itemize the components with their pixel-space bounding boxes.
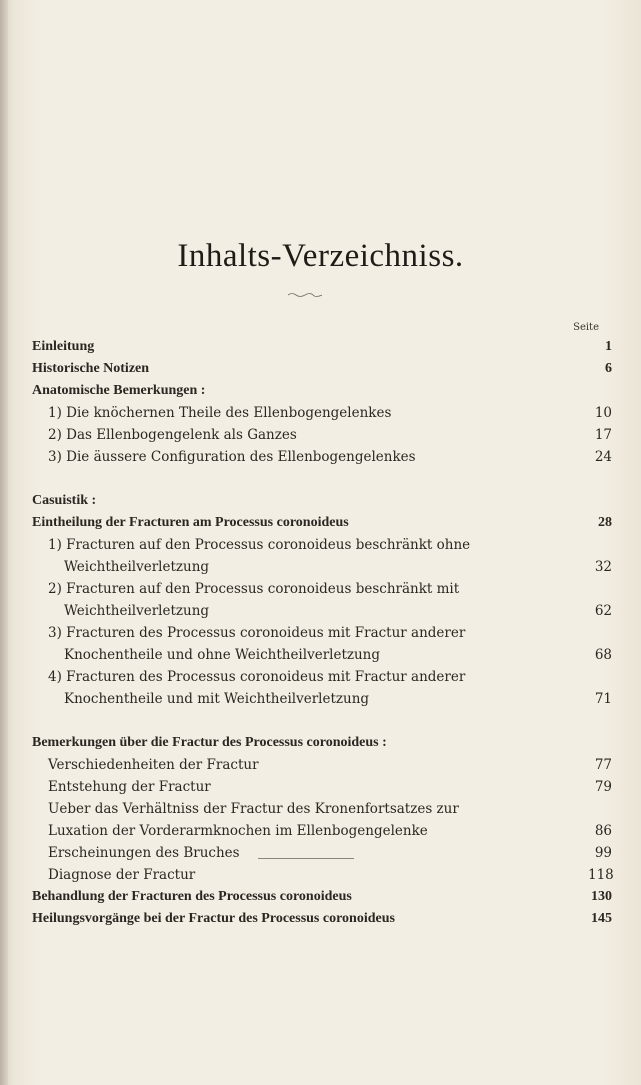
toc-entry <box>32 446 612 468</box>
toc-entry-page: 77 <box>594 757 612 773</box>
toc-entry-page: 99 <box>594 845 612 861</box>
title-ornament <box>288 292 322 298</box>
toc-entry-label: Casuistik : <box>32 493 97 508</box>
toc-entry <box>32 358 612 380</box>
toc-entry-label: Anatomische Bemerkungen : <box>32 383 206 398</box>
toc-entry <box>32 512 612 534</box>
toc-entry-page: 71 <box>594 691 612 707</box>
toc-entry-page: 118 <box>588 867 614 883</box>
toc-entry-label: 3) Die äussere Configuration des Ellenbogengelenkes <box>48 449 416 465</box>
toc-entry-label: Bemerkungen über die Fractur des Processus coronoideus : <box>32 735 387 750</box>
page-column-header: Seite <box>573 322 599 333</box>
toc-entry <box>32 380 612 402</box>
toc-entry <box>32 490 612 512</box>
toc-entry-page: 17 <box>594 427 612 443</box>
page-title: Inhalts-Verzeichniss. <box>177 238 464 274</box>
toc-entry-page: 1 <box>605 339 612 354</box>
toc-entry <box>32 776 612 798</box>
closing-rule <box>258 858 354 859</box>
toc-entry-label: 3) Fracturen des Processus coronoideus mit Fractur anderer <box>48 625 466 641</box>
toc-entry <box>32 732 612 754</box>
toc-entry-page: 145 <box>591 911 612 926</box>
toc-entry-label: Eintheilung der Fracturen am Processus coronoideus <box>32 515 349 530</box>
toc-entry <box>32 908 612 930</box>
toc-entry-page: 79 <box>594 779 612 795</box>
table-of-contents <box>32 336 612 930</box>
toc-entry-label: 1) Fracturen auf den Processus coronoideus beschränkt ohne <box>48 537 471 553</box>
toc-entry-label: Historische Notizen <box>32 361 150 376</box>
toc-entry <box>32 600 612 622</box>
toc-entry-label: Erscheinungen des Bruches <box>48 845 240 861</box>
toc-entry-page: 68 <box>594 647 612 663</box>
toc-entry <box>32 336 612 358</box>
toc-entry-label: Knochentheile und ohne Weichtheilverletzung <box>64 647 381 663</box>
toc-entry-page: 28 <box>598 515 612 530</box>
toc-entry-label: Entstehung der Fractur <box>48 779 211 795</box>
toc-entry-label: Ueber das Verhältniss der Fractur des Kronenfortsatzes zur <box>48 801 459 817</box>
toc-entry-label: Behandlung der Fracturen des Processus coronoideus <box>32 889 352 904</box>
toc-entry-label: 2) Fracturen auf den Processus coronoideus beschränkt mit <box>48 581 460 597</box>
toc-entry <box>32 842 612 864</box>
toc-entry <box>32 864 612 886</box>
toc-entry-page: 6 <box>605 361 612 376</box>
toc-entry-label: Weichtheilverletzung <box>64 559 210 575</box>
toc-entry <box>32 798 612 820</box>
toc-entry <box>32 644 612 666</box>
toc-entry <box>32 754 612 776</box>
section-gap <box>32 710 612 732</box>
toc-entry <box>32 424 612 446</box>
toc-entry-label: 4) Fracturen des Processus coronoideus mit Fractur anderer <box>48 669 466 685</box>
toc-entry-page: 32 <box>594 559 612 575</box>
toc-entry <box>32 886 612 908</box>
toc-entry-label: Knochentheile und mit Weichtheilverletzung <box>64 691 370 707</box>
toc-entry-page: 130 <box>591 889 612 904</box>
toc-entry <box>32 578 612 600</box>
toc-entry <box>32 666 612 688</box>
toc-entry-label: Verschiedenheiten der Fractur <box>48 757 259 773</box>
toc-entry-label: Heilungsvorgänge bei der Fractur des Processus coronoideus <box>32 911 395 926</box>
toc-entry-label: Weichtheilverletzung <box>64 603 210 619</box>
section-gap <box>32 468 612 490</box>
book-spine-shadow <box>0 0 8 1085</box>
toc-entry <box>32 556 612 578</box>
toc-entry <box>32 820 612 842</box>
toc-entry <box>32 622 612 644</box>
toc-entry <box>32 402 612 424</box>
toc-entry <box>32 688 612 710</box>
toc-entry-label: 1) Die knöchernen Theile des Ellenbogengelenkes <box>48 405 392 421</box>
toc-entry <box>32 534 612 556</box>
toc-entry-label: 2) Das Ellenbogengelenk als Ganzes <box>48 427 297 443</box>
toc-entry-page: 10 <box>594 405 612 421</box>
toc-entry-label: Luxation der Vorderarmknochen im Ellenbogengelenke <box>48 823 428 839</box>
toc-entry-page: 86 <box>594 823 612 839</box>
toc-entry-label: Diagnose der Fractur <box>48 867 196 883</box>
toc-entry-label: Einleitung <box>32 339 95 354</box>
toc-entry-page: 24 <box>594 449 612 465</box>
toc-entry-page: 62 <box>594 603 612 619</box>
